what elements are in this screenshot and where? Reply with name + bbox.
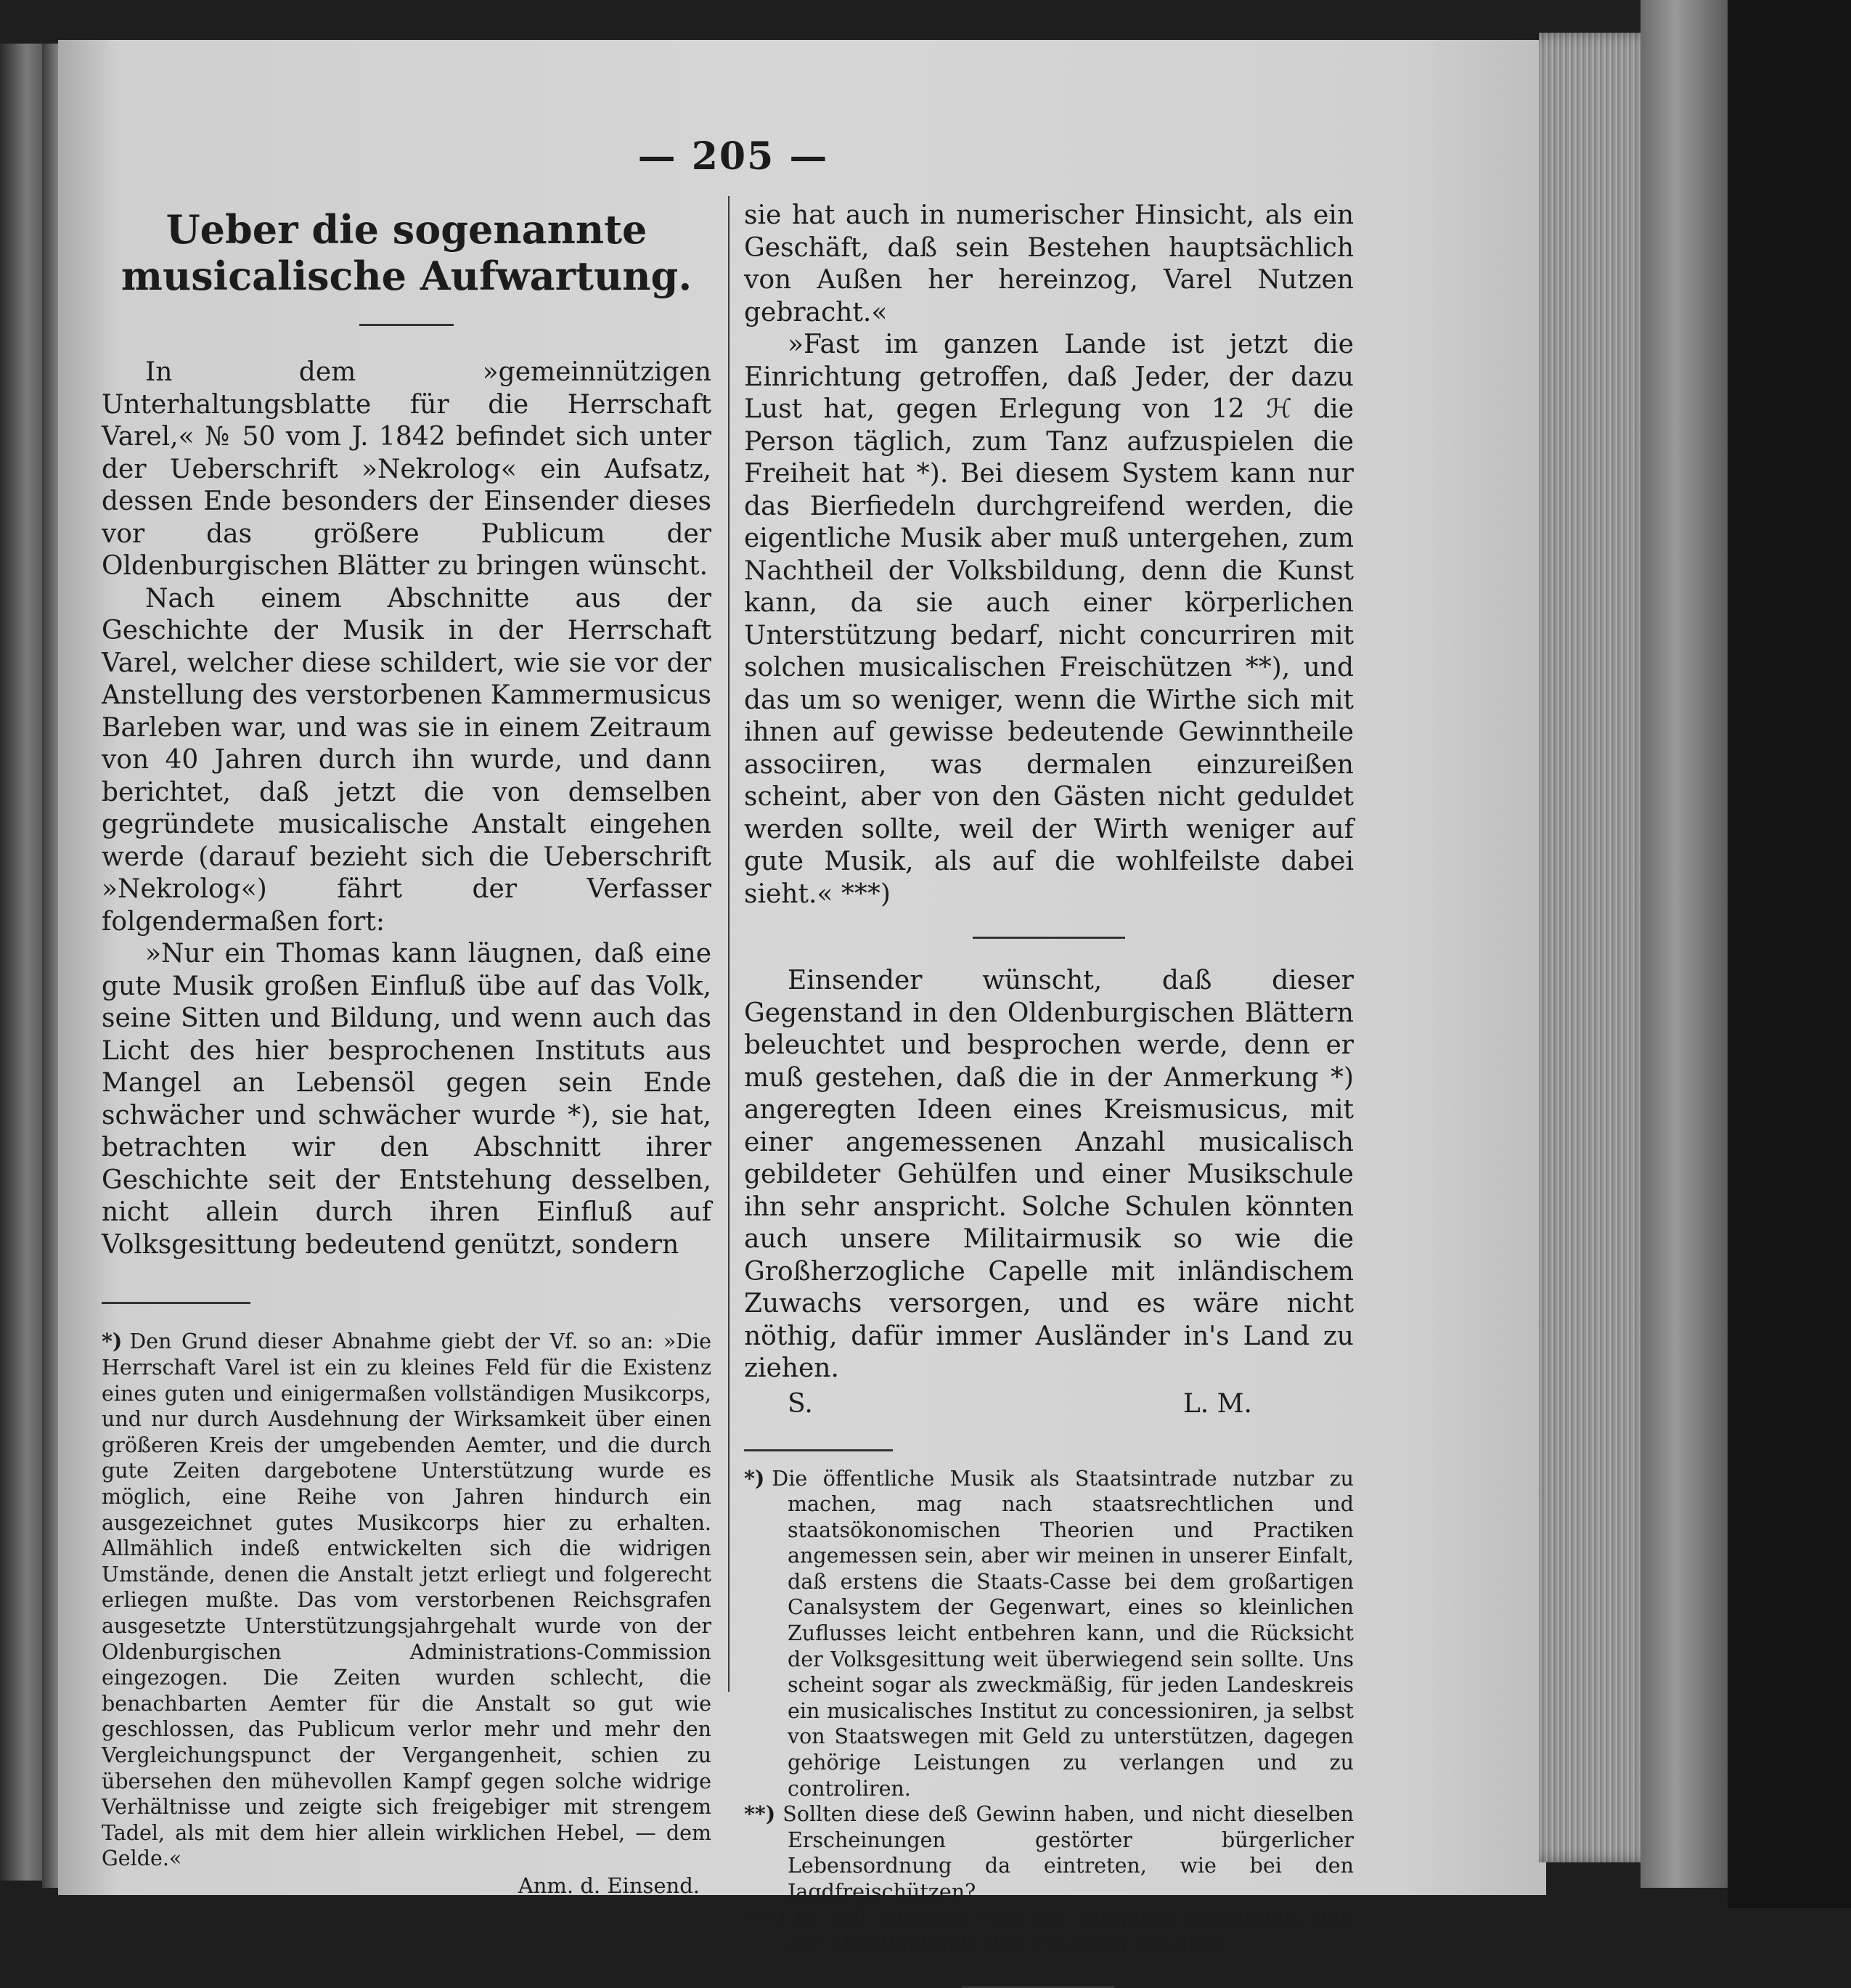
footnote-marker: **) bbox=[744, 1801, 776, 1827]
left-column bbox=[102, 200, 711, 1898]
footnote-text: Es soll mitunter eine Art Aufgebot statifinden, und der Meistbietende den Zuschlag erhalten. bbox=[788, 1905, 1354, 1956]
footnote-marker: ***) bbox=[744, 1905, 787, 1930]
footnote-text: Den Grund dieser Abnahme giebt der Vf. so an: »Die Herrschaft Varel ist ein zu kleines Feld für die Existenz eines guten und einigermaßen vollständigen Musikcorps, und nur durch Ausdehnung der Wirksamkeit über einen größeren Kreis der umgebenden Aemter, und die durch gute Zeiten dargebotene Unterstützung wurde es möglich, eine Reihe von Jahren hindurch ein ausgezeichnet gutes Musikcorps hier zu erhalten. Allmählich indeß entwickelten sich die widrigen Umstände, denen die Anstalt jetzt erliegt und folgerecht erliegen mußte. Das vom verstorbenen Reichsgrafen ausgesetzte Unterstützungsjahrgehalt wurde von der Oldenburgischen Administrations-Commission eingezogen. Die Zeiten wurden schlecht, die benachbarten Aemter für die Anstalt so gut wie geschlossen, das Publicum verlor mehr und mehr den Vergleichungspunct der Vergangenheit, schien zu übersehen den mühevollen Kampf gegen solche widrige Verhältnisse und zeigte sich freigebiger mit strengem Tadel, als mit dem hier allein wirklichen Hebel, — dem Gelde.« bbox=[102, 1329, 711, 1871]
right-footnote-1 bbox=[744, 1466, 1354, 1802]
book-cover-edge bbox=[1640, 0, 1728, 1888]
background-right bbox=[1728, 0, 1851, 1908]
footnote-signature: Anm. d. Einsend. bbox=[518, 1873, 700, 1898]
end-rule bbox=[962, 1986, 1114, 1988]
right-paragraph-1: sie hat auch in numerischer Hinsicht, als ein Geschäft, daß sein Bestehen hauptsächlich von Außen her hereinzog, Varel Nutzen gebracht.« bbox=[744, 200, 1354, 327]
page-block-edge bbox=[1539, 33, 1655, 1862]
footnote-marker: *) bbox=[102, 1329, 123, 1354]
section-rule bbox=[973, 937, 1125, 939]
right-column bbox=[744, 200, 1354, 1988]
right-footnote-3 bbox=[744, 1905, 1354, 1957]
right-paragraph-3: Einsender wünscht, daß dieser Gegenstand in den Oldenburgischen Blättern beleuchtet und besprochen werde, denn er muß gestehen, daß die in der Anmerkung *) angeregten Ideen eines Kreismusicus, mit einer angemessenen Anzahl musicalisch gebildeter Gehülfen und einer Musikschule ihn sehr anspricht. Solche Schulen könnten auch unsere Militairmusik so wie die Großherzogliche Capelle mit inländischem Zuwachs versorgen, und es wäre nicht nöthig, dafür immer Ausländer in's Land zu ziehen. bbox=[744, 966, 1354, 1383]
left-paragraph-2: Nach einem Abschnitte aus der Geschichte der Musik in der Herrschaft Varel, welcher diese schildert, wie sie vor der Anstellung des verstorbenen Kammermusicus Barleben war, und was sie in einem Zeitraum von 40 Jahren durch ihn wurde, und dann berichtet, daß jetzt die von demselben gegründete musicalische Anstalt eingehen werde (darauf bezieht sich die Ueberschrift »Nekrolog«) fährt der Verfasser folgendermaßen fort: bbox=[102, 583, 712, 937]
signature-right: L. M. bbox=[1182, 1388, 1252, 1419]
signature-left: S. bbox=[788, 1388, 813, 1419]
left-page-edge bbox=[0, 44, 44, 1881]
right-paragraph-2: »Fast im ganzen Lande ist jetzt die Einrichtung getroffen, daß Jeder, der dazu Lust hat, gegen Erlegung von 12 ℋ die Person täglich, zum Tanz aufzuspielen die Freiheit hat *). Bei diesem System kann nur das Bierfiedeln durchgreifend werden, die eigentliche Musik aber muß untergehen, zum Nachtheil der Volksbildung, denn die Kunst kann, da sie auch einer körperlichen Unterstützung bedarf, nicht concurriren mit solchen musicalischen Freischützen **), und das um so weniger, wenn die Wirthe sich mit ihnen auf gewisse bedeutende Gewinntheile associiren, was dermalen einzureißen scheint, aber von den Gästen nicht geduldet werden sollte, weil der Wirth weniger auf gute Musik, als auf die wohlfeilste dabei sieht.« ***) bbox=[744, 330, 1354, 909]
left-paragraph-3: »Nur ein Thomas kann läugnen, daß eine gute Musik großen Einfluß übe auf das Volk, seine Sitten und Bildung, und wenn auch das Licht des hier besprochenen Instituts aus Mangel an Lebensöl gegen sein Ende schwächer und schwächer wurde *), sie hat, betrachten wir den Abschnitt ihrer Geschichte seit der Entstehung desselben, nicht allein durch ihren Einfluß auf Volksgesittung bedeutend genützt, sondern bbox=[102, 939, 711, 1260]
column-divider bbox=[728, 196, 730, 1692]
right-footnote-2 bbox=[744, 1801, 1354, 1905]
footnote-rule bbox=[102, 1302, 250, 1304]
page-number: — 205 — bbox=[637, 134, 829, 179]
left-footnote bbox=[102, 1329, 711, 1871]
author-signature bbox=[744, 1388, 1354, 1420]
footnote-text: Die öffentliche Musik als Staatsintrade nutzbar zu machen, mag nach staatsrechtlichen und staatsökonomischen Theorien und Practiken angemessen sein, aber wir meinen in unserer Einfalt, daß erstens die Staats-Casse bei dem großartigen Canalsystem der Gegenwart, eines so kleinlichen Zuflusses leicht entbehren kann, und die Rücksicht der Volksgesittung weit überwiegend sein sollte. Uns scheint sogar als zweckmäßig, für jeden Landeskreis ein musicalisches Institut zu concessioniren, ja selbst von Staatswegen mit Geld zu unterstützen, dagegen gehörige Leistungen zu verlangen und zu controliren. bbox=[772, 1466, 1354, 1801]
footnote-text: Sollten diese deß Gewinn haben, und nicht dieselben Erscheinungen gestörter bürgerlicher Lebensordnung da eintreten, wie bei den Jagdfreischützen? bbox=[783, 1802, 1354, 1904]
footnote-marker: *) bbox=[744, 1465, 765, 1491]
title-rule bbox=[359, 324, 454, 326]
footnote-rule bbox=[744, 1449, 893, 1451]
article-title: Ueber die sogenannte musicalische Aufwartung. bbox=[120, 206, 692, 299]
left-paragraph-1: In dem »gemeinnützigen Unterhaltungsblatte für die Herrschaft Varel,« № 50 vom J. 1842 befindet sich unter der Ueberschrift »Nekrolog« ein Aufsatz, dessen Ende besonders der Einsender dieses vor das größere Publicum der Oldenburgischen Blätter zu bringen wünscht. bbox=[102, 357, 711, 582]
